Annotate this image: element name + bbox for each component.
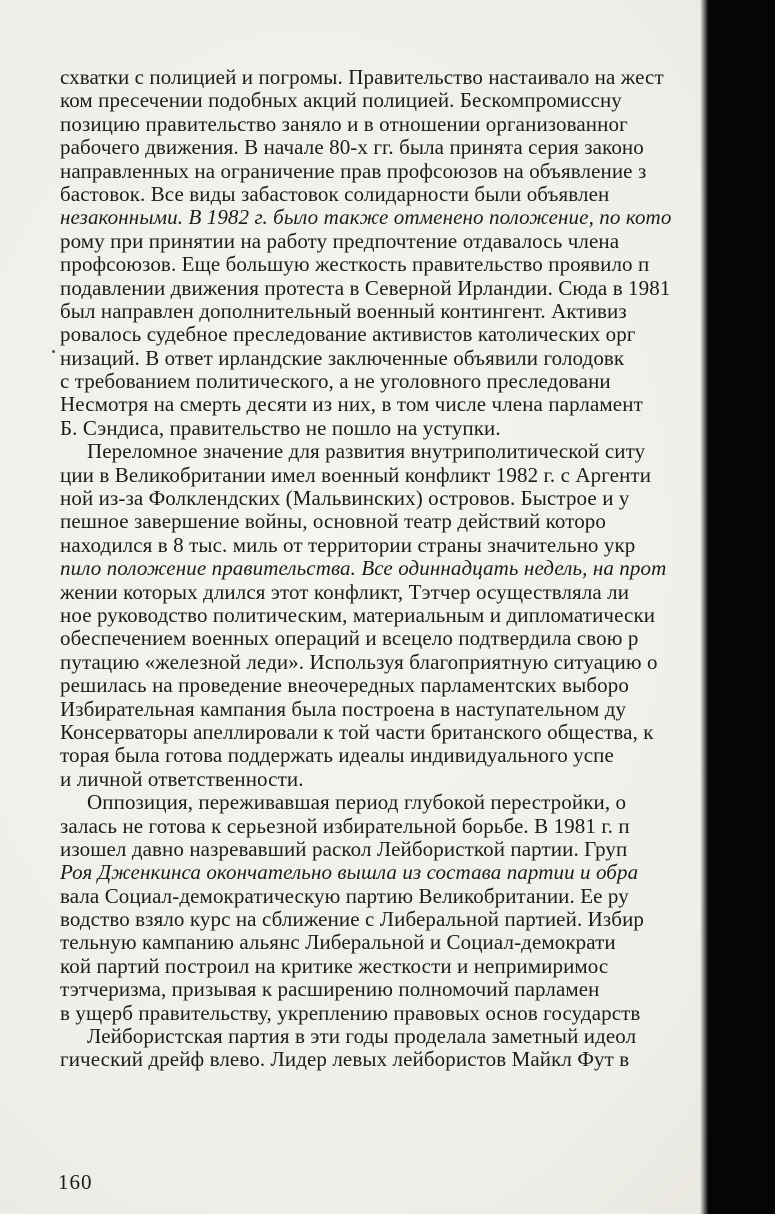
text-line: Переломное значение для развития внутриполитической ситу	[87, 440, 646, 464]
text-line: незаконными. В 1982 г. было также отменено положение, по кото	[60, 206, 672, 230]
text-line: пешное завершение войны, основной театр действий которо	[60, 510, 607, 534]
text-line: профсоюзов. Еще большую жесткость правительство проявило п	[60, 253, 650, 277]
text-line: Лейбористская партия в эти годы проделала заметный идеол	[87, 1025, 637, 1049]
text-line: низаций. В ответ ирландские заключенные объявили голодовк	[60, 346, 625, 370]
text-line: бастовок. Все виды забастовок солидарности были объявлен	[60, 182, 610, 206]
paragraph	[60, 1025, 712, 1072]
text-line: решилась на проведение внеочередных парламентских выборо	[60, 674, 629, 698]
text-line: жении которых длился этот конфликт, Тэтчер осуществляла ли	[60, 580, 630, 604]
text-line: и личной ответственности.	[60, 767, 304, 791]
text-line: ной из-за Фолклендских (Мальвинских) островов. Быстрое и у	[60, 487, 630, 511]
text-line: пило положение правительства. Все одиннадцать недель, на прот	[60, 557, 667, 581]
paragraph	[60, 66, 712, 440]
paragraph	[60, 791, 712, 1025]
text-line: ровалось судебное преследование активистов католических орг	[60, 323, 636, 347]
text-line: ное руководство политическим, материальным и дипломатически	[60, 603, 656, 627]
page-number: 160	[58, 1170, 93, 1194]
scan-dark-border	[708, 0, 775, 1214]
text-line: рабочего движения. В начале 80-х гг. была принята серия законо	[60, 136, 644, 160]
text-line: изошел давно назревавший раскол Лейбористкой партии. Груп	[60, 837, 628, 861]
text-line: в ущерб правительству, укреплению правовых основ государств	[60, 1001, 641, 1025]
text-line: вала Социал-демократическую партию Великобритании. Ее ру	[60, 884, 629, 908]
text-line: Б. Сэндиса, правительство не пошло на уступки.	[60, 416, 501, 440]
text-line: направленных на ограничение прав профсоюзов на объявление з	[60, 159, 647, 183]
text-line: гический дрейф влево. Лидер левых лейбористов Майкл Фут в	[60, 1048, 630, 1072]
text-line: обеспечением военных операций и всецело подтвердила свою р	[60, 627, 639, 651]
text-line: залась не готова к серьезной избирательной борьбе. В 1981 г. п	[60, 814, 630, 838]
text-line: схватки с полицией и погромы. Правительство настаивало на жест	[60, 66, 664, 89]
text-line: кой партий построил на критике жесткости и непримиримос	[60, 954, 609, 978]
text-line: подавлении движения протеста в Северной Ирландии. Сюда в 1981	[60, 276, 671, 300]
text-line: водство взяло курс на сближение с Либеральной партией. Избир	[60, 908, 645, 932]
text-line: с требованием политического, а не уголовного преследовани	[60, 370, 611, 394]
text-line: позицию правительство заняло и в отношении организованног	[60, 112, 628, 136]
text-line: тэтчеризма, призывая к расширению полномочий парламен	[60, 978, 600, 1002]
text-line: Консерваторы апеллировали к той части британского общества, к	[60, 720, 654, 744]
text-line: был направлен дополнительный военный контингент. Активиз	[60, 299, 627, 323]
text-line: ком пресечении подобных акций полицией. Бескомпромиссну	[60, 89, 622, 113]
text-line: Несмотря на смерть десяти из них, в том числе члена парламент	[60, 393, 643, 417]
body-text	[60, 66, 712, 1072]
text-line: Оппозиция, переживавшая период глубокой перестройки, о	[87, 791, 627, 815]
text-line: рому при принятии на работу предпочтение отдавалось члена	[60, 229, 620, 253]
text-line: находился в 8 тыс. миль от территории страны значительно укр	[60, 533, 636, 557]
text-line: тельную кампанию альянс Либеральной и Социал-демократи	[60, 931, 616, 955]
paragraph	[60, 440, 712, 791]
text-line: путацию «железной леди». Используя благоприятную ситуацию о	[60, 650, 658, 674]
text-line: ции в Великобритании имел военный конфликт 1982 г. с Аргенти	[60, 463, 652, 487]
text-line: торая была готова поддержать идеалы индивидуального успе	[60, 744, 614, 768]
text-line: Избирательная кампания была построена в наступательном ду	[60, 697, 627, 721]
scan-speck	[52, 350, 55, 353]
text-line: Роя Дженкинса окончательно вышла из состава партии и обра	[60, 861, 639, 885]
